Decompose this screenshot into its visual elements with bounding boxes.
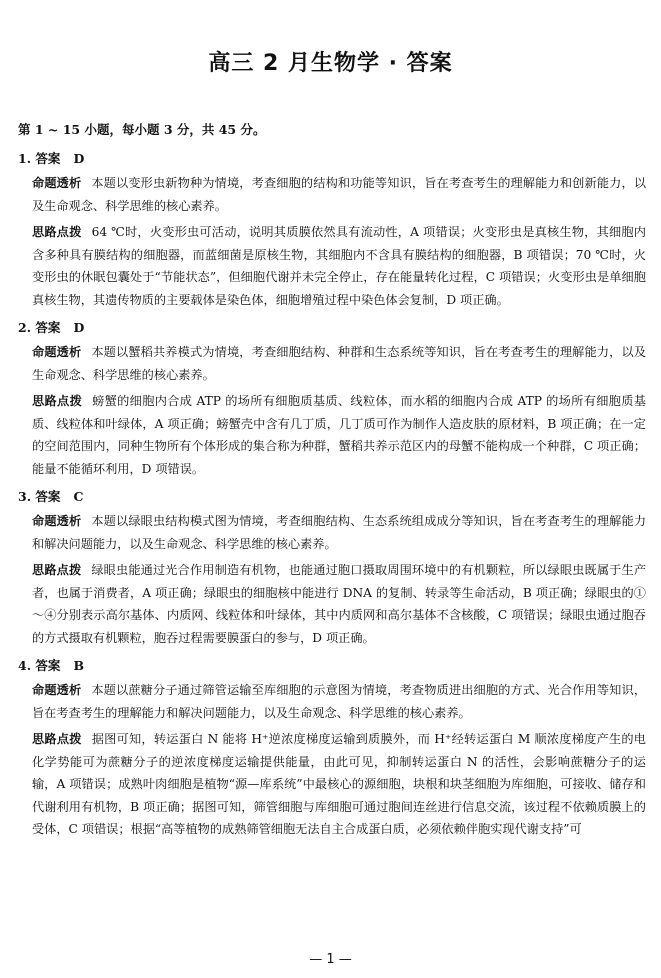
analysis-label: 命题透析 bbox=[32, 345, 82, 359]
solution-text: 64 ℃时，火变形虫可活动，说明其质膜依然具有流动性，A 项错误；火变形虫是真核生物，其细胞内含多种具有膜结构的细胞器，而蓝细菌是原核生物，其细胞内不含具有膜结构的细胞器，B 项错误；70 ℃时，火变形虫的休眠包囊处于“节能状态”，但细胞代谢并未完全停止，存在能量转化过程，C 项错误；火变形虫是单细胞真核生物，其遗传物质的主要载体是染色体，细胞增殖过程中染色体会复制，D 项正确。 bbox=[32, 225, 646, 307]
analysis-text: 本题以绿眼虫结构模式图为情境，考查细胞结构、生态系统组成成分等知识，旨在考查考生的理解能力和解决问题能力，以及生命观念、科学思维的核心素养。 bbox=[32, 514, 647, 551]
solution-text: 据图可知，转运蛋白 N 能将 H⁺逆浓度梯度运输到质膜外，而 H⁺经转运蛋白 M 顺浓度梯度产生的电化学势能可为蔗糖分子的逆浓度梯度运输提供能量，由此可见，抑制转运蛋白 N 的活性，会影响蔗糖分子的运输，A 项错误；成熟叶肉细胞是植物“源—库系统”中最核心的源细胞，块根和块茎细胞为库细胞，可接收、储存和代谢利用有机物，B 项正确；据图可知，筛管细胞与库细胞可通过胞间连丝进行信息交流，该过程不依赖质膜上的受体，C 项错误；根据“高等植物的成熟筛管细胞无法自主合成蛋白质，必须依赖伴胞实现代谢支持”可 bbox=[32, 732, 646, 836]
analysis-text: 本题以蟹稻共养模式为情境，考查细胞结构、种群和生态系统等知识，旨在考查考生的理解能力，以及生命观念、科学思维的核心素养。 bbox=[32, 345, 647, 382]
analysis-text: 本题以蔗糖分子通过筛管运输至库细胞的示意图为情境，考查物质进出细胞的方式、光合作用等知识，旨在考查考生的理解能力和解决问题能力，以及生命观念、科学思维的核心素养。 bbox=[32, 683, 647, 720]
answer-line: 1. 答案 D bbox=[18, 151, 85, 166]
answer-line: 4. 答案 B bbox=[18, 658, 85, 673]
section-intro: 第 1 ~ 15 小题，每小题 3 分，共 45 分。 bbox=[18, 122, 266, 137]
analysis-paragraph bbox=[32, 341, 646, 386]
analysis-label: 命题透析 bbox=[32, 683, 82, 697]
analysis-label: 命题透析 bbox=[32, 176, 82, 190]
solution-paragraph bbox=[32, 390, 646, 480]
analysis-paragraph bbox=[32, 510, 646, 555]
question-4 bbox=[18, 655, 646, 841]
solution-text: 螃蟹的细胞内合成 ATP 的场所有细胞质基质、线粒体，而水稻的细胞内合成 ATP 的场所有细胞质基质、线粒体和叶绿体，A 项正确；螃蟹壳中含有几丁质，几丁质可作为制作人造皮肤的原材料，B 项正确；在一定的空间范围内，同种生物所有个体形成的集合称为种群，蟹稻共养示范区内的母蟹不能构成一个种群，C 项正确；能量不能循环利用，D 项错误。 bbox=[32, 394, 646, 476]
page-title: 高三 2 月生物学 · 答案 bbox=[208, 51, 453, 76]
solution-label: 思路点拨 bbox=[32, 394, 83, 408]
question-3 bbox=[18, 486, 646, 649]
answer-line: 3. 答案 C bbox=[18, 489, 84, 504]
solution-label: 思路点拨 bbox=[32, 732, 82, 746]
answer-content bbox=[18, 120, 646, 847]
solution-label: 思路点拨 bbox=[32, 563, 82, 577]
analysis-paragraph bbox=[32, 679, 646, 724]
page-number: — 1 — bbox=[309, 952, 352, 967]
solution-paragraph bbox=[32, 728, 646, 841]
question-2 bbox=[18, 317, 646, 480]
answer-line: 2. 答案 D bbox=[18, 320, 85, 335]
question-1 bbox=[18, 148, 646, 311]
analysis-label: 命题透析 bbox=[32, 514, 82, 528]
solution-text: 绿眼虫能通过光合作用制造有机物，也能通过胞口摄取周围环境中的有机颗粒，所以绿眼虫既属于生产者，也属于消费者，A 项正确；绿眼虫的细胞核中能进行 DNA 的复制、转录等生命活动，B 项正确；绿眼虫的①～④分别表示高尔基体、内质网、线粒体和叶绿体，其中内质网和高尔基体不含核酸，C 项错误；绿眼虫通过胞吞的方式摄取有机颗粒，胞吞过程需要膜蛋白的参与，D 项正确。 bbox=[32, 563, 647, 645]
analysis-paragraph bbox=[32, 172, 646, 217]
analysis-text: 本题以变形虫新物种为情境，考查细胞的结构和功能等知识，旨在考查考生的理解能力和创新能力，以及生命观念、科学思维的核心素养。 bbox=[32, 176, 647, 213]
solution-label: 思路点拨 bbox=[32, 225, 82, 239]
solution-paragraph bbox=[32, 559, 646, 649]
solution-paragraph bbox=[32, 221, 646, 311]
